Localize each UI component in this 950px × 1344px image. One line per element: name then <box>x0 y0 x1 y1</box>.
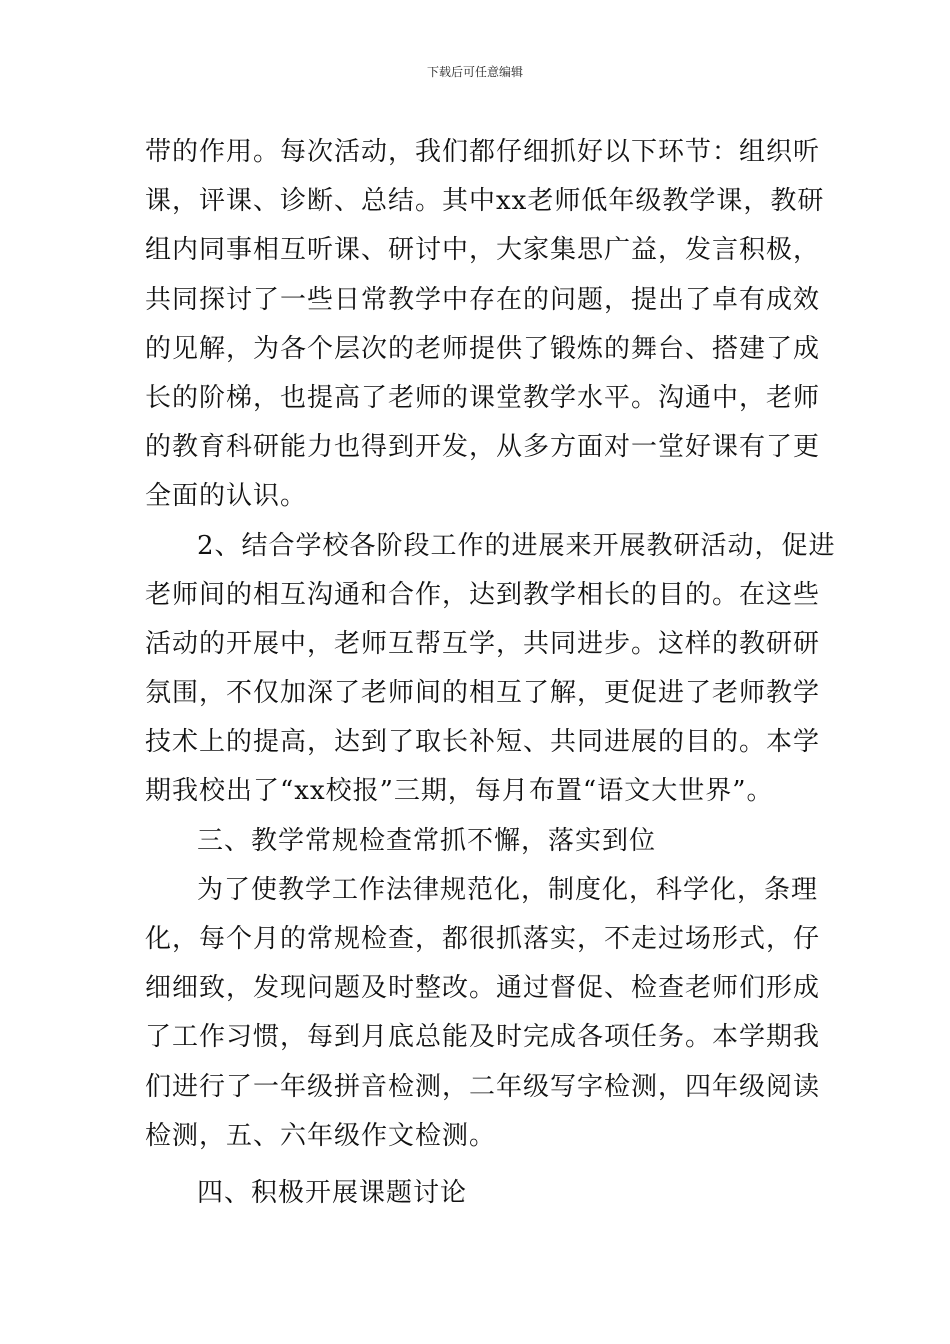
text-line: 氛围，不仅加深了老师间的相互了解，更促进了老师教学 <box>145 678 821 709</box>
text-line: 化，每个月的常规检查，都很抓落实，不走过场形式，仔 <box>145 924 821 954</box>
page-header: 下载后可任意编辑 <box>426 65 523 79</box>
text-line: 长的阶梯，也提高了老师的课堂教学水平。沟通中，老师 <box>145 382 821 413</box>
document-body <box>145 128 836 1218</box>
text-line: 带的作用。每次活动，我们都仔细抓好以下环节：组织听 <box>145 137 821 167</box>
text-line: 的教育科研能力也得到开发，从多方面对一堂好课有了更 <box>145 432 821 463</box>
text-line: 课，评课、诊断、总结。其中xx老师低年级教学课，教研 <box>145 186 825 217</box>
text-line: 2、结合学校各阶段工作的进展来开展教研活动，促进 <box>197 530 836 561</box>
section-heading: 三、教学常规检查常抓不懈，落实到位 <box>197 825 657 856</box>
text-line: 老师间的相互沟通和合作，达到教学相长的目的。在这些 <box>145 579 821 610</box>
text-line: 全面的认识。 <box>145 481 308 512</box>
text-line: 们进行了一年级拼音检测，二年级写字检测，四年级阅读 <box>145 1071 821 1102</box>
text-line: 活动的开展中，老师互帮互学，共同进步。这样的教研研 <box>145 628 821 659</box>
text-line: 细细致，发现问题及时整改。通过督促、检查老师们形成 <box>145 973 821 1004</box>
text-line: 为了使教学工作法律规范化，制度化，科学化，条理 <box>197 874 819 905</box>
text-line: 的见解，为各个层次的老师提供了锻炼的舞台、搭建了成 <box>145 333 821 364</box>
section-heading: 四、积极开展课题讨论 <box>197 1177 468 1208</box>
text-line: 技术上的提高，达到了取长补短、共同进展的目的。本学 <box>145 727 821 758</box>
text-line: 了工作习惯，每到月底总能及时完成各项任务。本学期我 <box>145 1022 821 1053</box>
text-line: 组内同事相互听课、研讨中，大家集思广益，发言积极， <box>145 235 821 266</box>
text-line: 共同探讨了一些日常教学中存在的问题，提出了卓有成效 <box>145 284 821 315</box>
text-line: 期我校出了“xx校报”三期，每月布置“语文大世界”。 <box>145 776 774 807</box>
spacer <box>145 1161 805 1169</box>
text-line: 检测，五、六年级作文检测。 <box>145 1120 497 1151</box>
